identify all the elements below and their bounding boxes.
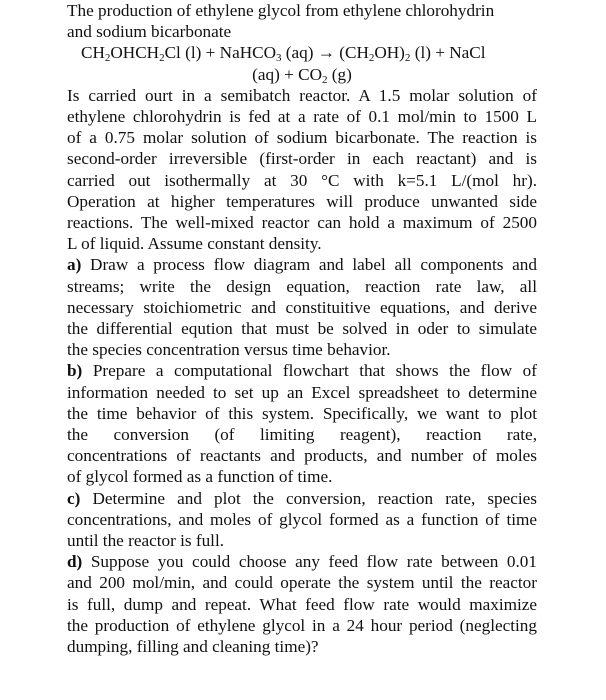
part-b-line: the conversion (of limiting reagent), reaction rate, — [67, 425, 537, 445]
body-line: L of liquid. Assume constant density. — [67, 234, 322, 254]
problem-text — [67, 0, 537, 657]
body-line: ethylene chlorohydrin is fed at a rate of 0.1 mol/min to 1500 L — [67, 107, 537, 127]
part-b-line: b) Prepare a computational flowchart that shows the flow of — [67, 361, 537, 381]
reaction-equation-line-1: $CH_2OHCH_2Cl$ (l) + NaHCO$_3$ $(aq) \to (CH_2OH)_2$ (l) + NaCl — [81, 43, 486, 65]
part-d-line: dumping, filling and cleaning time)? — [67, 637, 319, 657]
part-b-label: b) — [67, 361, 83, 381]
intro-line: and sodium bicarbonate — [67, 22, 232, 42]
reaction-arrow: → — [317, 43, 335, 63]
reaction-equation-line-2: $(aq) + CO_2$ (g) — [252, 64, 352, 86]
part-b-line: information needed to set up an Excel spreadsheet to determine — [67, 382, 537, 402]
part-a-line: necessary stoichiometric and constituitive equations, and derive — [67, 297, 537, 317]
body-line: of a 0.75 molar solution of sodium bicarbonate. The reaction is — [67, 128, 537, 148]
part-c-line: until the reactor is full. — [67, 531, 225, 551]
body-line: Is carried ourt in a semibatch reactor. A 1.5 molar solution of — [67, 85, 537, 105]
body-line: second-order irreversible (first-order in each reactant) and is — [67, 149, 537, 169]
body-line: carried out isothermally at 30 °C with k=5.1 L/(mol hr). — [67, 170, 537, 190]
part-a-line: streams; write the design equation, reaction rate law, all — [67, 276, 537, 296]
part-d-line: the production of ethylene glycol in a 24 hour period (neglecting — [67, 615, 537, 635]
body-line: reactions. The well-mixed reactor can hold a maximum of 2500 — [67, 213, 537, 233]
part-a-label: a) — [67, 255, 82, 275]
part-b-line: of glycol formed as a function of time. — [67, 467, 333, 487]
part-a-line: a) Draw a process flow diagram and label all components and — [67, 255, 537, 275]
part-d-line: d) Suppose you could choose any feed flow rate between 0.01 — [67, 552, 537, 572]
part-a-line: the species concentration versus time behavior. — [67, 340, 391, 360]
part-a-line: the differential eqution that must be solved in oder to simulate — [67, 319, 537, 339]
intro-line: The production of ethylene glycol from ethylene chlorohydrin — [67, 1, 495, 20]
part-b-line: the time behavior of this system. Specifically, we want to plot — [67, 403, 537, 423]
part-c-line: c) Determine and plot the conversion, reaction rate, species — [67, 488, 537, 508]
part-c-line: concentrations, and moles of glycol formed as a function of time — [67, 509, 537, 529]
part-c-label: c) — [67, 488, 81, 508]
part-d-line: and 200 mol/min, and could operate the system until the reactor — [67, 573, 537, 593]
part-b-line: concentrations of reactants and products, and number of moles — [67, 446, 537, 466]
part-d-line: is full, dump and repeat. What feed flow rate would maximize — [67, 594, 537, 614]
body-line: Operation at higher temperatures will produce unwanted side — [67, 191, 537, 211]
part-d-label: d) — [67, 552, 83, 572]
